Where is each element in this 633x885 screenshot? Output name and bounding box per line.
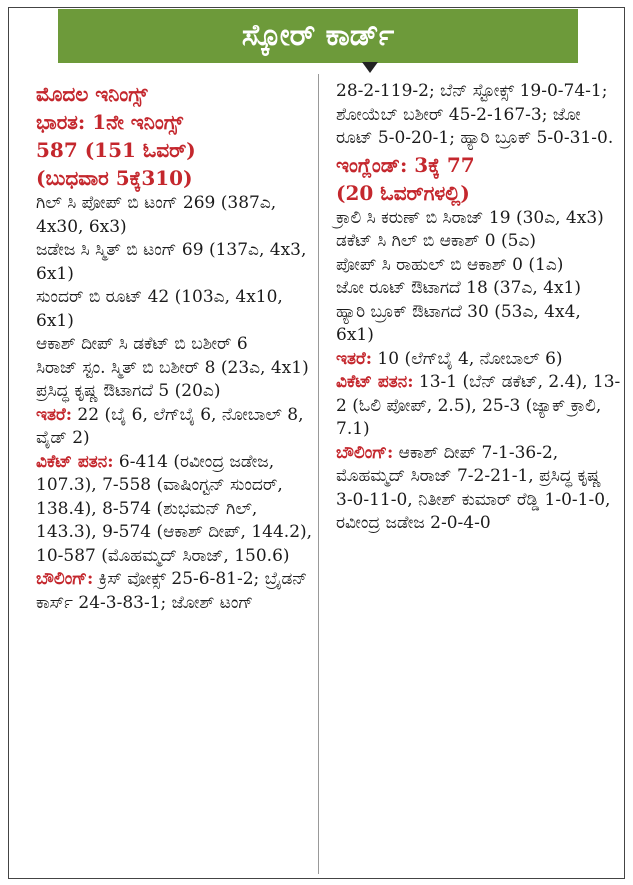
extras — [36, 404, 314, 451]
right-column — [336, 80, 622, 536]
left-column — [36, 80, 314, 615]
batting-entry: ಜೋ ರೂಟ್ ಔಟಾಗದೆ 18 (37ಎ, 4x1) — [336, 278, 582, 298]
batting-entry: ಪ್ರಸಿದ್ಧ ಕೃಷ್ಣ ಔಟಾಗದೆ 5 (20ಎ) — [36, 381, 221, 401]
bowling-continued: 28-2-119-2; ಬೆನ್ ಸ್ಟೋಕ್ಸ್ 19-0-74-1; ಶೋಯೆಬ್ ಬಶೀರ್ 45-2-167-3; ಜೋ ರೂಟ್ 5-0-20-1; ಹ್ಯಾರಿ ಬ್ರೂಕ್ 5-0-31-0. — [336, 81, 614, 148]
overnight-score: (ಬುಧವಾರ 5ಕ್ಕೆ310) — [36, 166, 193, 190]
extras-label: ಇತರೆ: — [336, 348, 373, 369]
india-innings-heading: ಭಾರತ: 1ನೇ ಇನಿಂಗ್ಸ್ — [36, 110, 184, 134]
batting-entry: ಸುಂದರ್ ಬಿ ರೂಟ್ 42 (103ಎ, 4x10, 6x1) — [36, 287, 283, 331]
bowling — [336, 442, 622, 536]
bowling-text: ಕ್ರಿಸ್ ವೋಕ್ಸ್ 25-6-81-2; ಬ್ರೈಡನ್ ಕಾರ್ಸ್ 24-3-83-1; ಜೋಶ್ ಟಂಗ್ — [36, 569, 308, 613]
fall-of-wickets — [336, 371, 622, 442]
bowling-text: ಆಕಾಶ್ ದೀಪ್ 7-1-36-2, ಮೊಹಮ್ಮದ್ ಸಿರಾಜ್ 7-2-21-1, ಪ್ರಸಿದ್ಧ ಕೃಷ್ಣ 3-0-11-0, ನಿತೀಶ್ ಕುಮಾರ್ ರೆಡ್ಡಿ 1-0-1-0, ರವೀಂದ್ರ ಜಡೇಜ 2-0-4-0 — [336, 442, 611, 533]
bowling — [36, 568, 314, 615]
fow-text: 13-1 (ಬೆನ್ ಡಕೆಟ್, 2.4), 13-2 (ಓಲಿ ಪೋಪ್, 2.5), 25-3 (ಜ್ಯಾಕ್ ಕ್ರಾಲಿ, 7.1) — [336, 372, 621, 439]
column-divider — [318, 74, 319, 874]
england-heading: ಇಂಗ್ಲೆಂಡ್: 3ಕ್ಕೆ 77 — [336, 152, 475, 177]
batting-entry: ಜಡೇಜ ಸಿ ಸ್ಮಿತ್ ಬಿ ಟಂಗ್ 69 (137ಎ, 4x3, 6x1) — [36, 240, 307, 284]
india-total: 587 (151 ಓವರ್) — [36, 138, 196, 162]
header-pointer — [362, 62, 378, 73]
extras — [336, 348, 622, 372]
fow-text: 6-414 (ರವೀಂದ್ರ ಜಡೇಜ, 107.3), 7-558 (ವಾಷಿಂಗ್ಟನ್ ಸುಂದರ್, 138.4), 8-574 (ಶುಭಮನ್ ಗಿಲ್, 143.3), 9-574 (ಆಕಾಶ್ ದೀಪ್, 144.2), 10-587 (ಮೊಹಮ್ಮದ್ ಸಿರಾಜ್, 150.6) — [36, 451, 313, 566]
batting-entry: ಸಿರಾಜ್ ಸ್ಟಂ. ಸ್ಮಿತ್ ಬಿ ಬಶೀರ್ 8 (23ಎ, 4x1) — [36, 357, 309, 378]
extras-text: 22 (ಬೈ 6, ಲೆಗ್‌ಬೈ 6, ನೋಬಾಲ್ 8, ವೈಡ್ 2) — [36, 404, 304, 448]
fow-label: ವಿಕೆಟ್ ಪತನ: — [336, 372, 414, 392]
extras-text: 10 (ಲೆಗ್‌ಬೈ 4, ನೋಬಾಲ್ 6) — [372, 348, 563, 369]
bowling-label: ಬೌಲಿಂಗ್: — [36, 569, 94, 589]
batting-entry: ಆಕಾಶ್ ದೀಪ್ ಸಿ ಡಕೆಟ್ ಬಿ ಬಶೀರ್ 6 — [36, 334, 248, 354]
scorecard-title: ಸ್ಕೋರ್ ಕಾರ್ಡ್ — [58, 9, 578, 63]
batting-entry: ಕ್ರಾಲಿ ಸಿ ಕರುಣ್ ಬಿ ಸಿರಾಜ್ 19 (30ಎ, 4x3) — [336, 207, 604, 228]
batting-entry: ಗಿಲ್ ಸಿ ಪೋಪ್ ಬಿ ಟಂಗ್ 269 (387ಎ, 4x30, 6x3) — [36, 193, 277, 237]
bowling-label: ಬೌಲಿಂಗ್: — [336, 442, 394, 463]
batting-entry: ಪೋಪ್ ಸಿ ರಾಹುಲ್ ಬಿ ಆಕಾಶ್ 0 (1ಎ) — [336, 254, 564, 275]
england-overs: (20 ಓವರ್‌ಗಳಲ್ಲಿ) — [336, 180, 470, 205]
fow-label: ವಿಕೆಟ್ ಪತನ: — [36, 451, 114, 472]
batting-entry: ಹ್ಯಾರಿ ಬ್ರೂಕ್ ಔಟಾಗದೆ 30 (53ಎ, 4x4, 6x1) — [336, 301, 581, 345]
innings-label: ಮೊದಲ ಇನಿಂಗ್ಸ್ — [36, 82, 148, 106]
batting-entry: ಡಕೆಟ್ ಸಿ ಗಿಲ್ ಬಿ ಆಕಾಶ್ 0 (5ಎ) — [336, 231, 537, 251]
fall-of-wickets — [36, 451, 314, 569]
extras-label: ಇತರೆ: — [36, 404, 73, 425]
